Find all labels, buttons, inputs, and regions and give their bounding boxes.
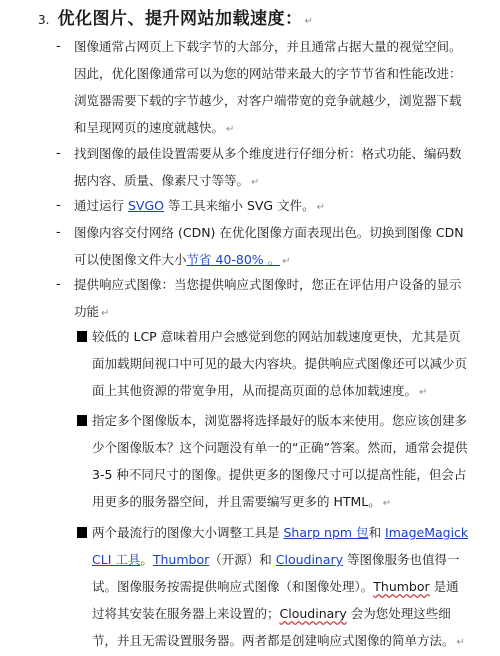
text-span: （开源）和: [209, 552, 276, 567]
text-line: 图像通常占网页上下载字节的大部分，并且通常占据大量的视觉空间。: [74, 39, 462, 54]
dash-marker: -: [56, 225, 61, 240]
paragraph-mark-icon: ↵: [456, 637, 465, 648]
text-span: 是通: [429, 579, 459, 594]
text-line: 因此，优化图像通常可以为您的网站带来最大的字节节省和性能改进：: [74, 66, 462, 81]
text-line: 指定多个图像版本，浏览器将选择最好的版本来使用。您应该创建多: [92, 413, 468, 428]
square-bullet-icon: [77, 527, 87, 538]
text-span: 两个最流行的图像大小调整工具是: [92, 525, 284, 540]
text-line: 面加载期间视口中可见的最大内容块。提供响应式图像还可以减少页: [92, 356, 468, 371]
spellcheck-word: Thumbor: [373, 579, 430, 594]
sharp-npm-link[interactable]: Sharp npm 包: [283, 525, 369, 540]
text-line: 浏览器需要下载的字节越少，对客户端带宽的竞争就越少，浏览器下载: [74, 93, 462, 108]
text-span: 通过运行: [74, 198, 128, 213]
text-line: 较低的 LCP 意味着用户会感觉到您的网站加载速度更快，尤其是页: [92, 329, 461, 344]
svgo-link[interactable]: SVGO: [127, 198, 164, 213]
text-span: 和: [368, 525, 386, 540]
paragraph-mark-icon: ↵: [316, 202, 325, 213]
paragraph-mark-icon: ↵: [226, 124, 235, 135]
text-span: 过将其安装在服务器上来设置的；: [92, 606, 280, 621]
text-line: 3-5 种不同尺寸的图像。提供更多的图像尺寸可以提高性能，但会占: [92, 467, 467, 482]
paragraph-mark-icon: ↵: [101, 308, 110, 319]
text-span: 等图像服务也值得一: [343, 552, 460, 567]
text-span: 。: [140, 552, 153, 567]
text-line: 节，并且无需设置服务器。两者都是创建响应式图像的简单方法。: [92, 633, 455, 648]
text-line: 用更多的服务器空间，并且需要编写更多的 HTML。: [92, 494, 381, 509]
text-line: 提供响应式图像：当您提供响应式图像时，您正在评估用户设备的显示: [74, 277, 462, 292]
text-span: 试。图像服务按需提供响应式图像（和图像处理）。: [92, 579, 374, 594]
square-bullet-icon: [77, 415, 87, 426]
heading-number: 3.: [38, 13, 50, 27]
text-span: 等工具来缩小 SVG 文件。: [164, 198, 315, 213]
thumbor-link[interactable]: Thumbor: [152, 552, 210, 567]
dash-marker: -: [56, 198, 61, 213]
section-heading: [38, 4, 313, 29]
dash-marker: -: [56, 277, 61, 292]
paragraph-mark-icon: ↵: [251, 177, 260, 188]
paragraph-mark-icon: ↵: [419, 387, 428, 398]
text-span: 会为您处理这些细: [346, 606, 451, 621]
dash-marker: -: [56, 146, 61, 161]
square-bullet-icon: [77, 331, 87, 342]
cloudinary-link[interactable]: Cloudinary: [275, 552, 344, 567]
text-line: 面上其他资源的带宽争用，从而提高页面的总体加载速度。: [92, 383, 418, 398]
dash-marker: -: [56, 39, 61, 54]
paragraph-mark-icon: ↵: [304, 16, 313, 27]
imagemagick-link[interactable]: ImageMagick: [385, 525, 469, 540]
paragraph-mark-icon: ↵: [382, 498, 392, 509]
text-line: 找到图像的最佳设置需要从多个维度进行仔细分析：格式功能、编码数: [74, 146, 462, 161]
text-line: 少个图像版本？这个问题没有单一的“正确”答案。然而，通常会提供: [92, 440, 468, 455]
text-line: 据内容、质量、像素尺寸等等。: [74, 173, 250, 188]
spellcheck-word: Cloudinary: [279, 606, 347, 621]
text-line: 和呈现网页的速度就越快。: [74, 120, 225, 135]
paragraph-mark-icon: ↵: [282, 256, 291, 267]
text-line: 功能: [74, 304, 100, 319]
cli-tool-link[interactable]: CLI 工具: [92, 552, 141, 567]
heading-title: 优化图片、提升网站加载速度：: [57, 9, 303, 29]
text-line: 图像内容交付网络 (CDN) 在优化图像方面表现出色。切换到图像 CDN: [74, 225, 464, 240]
text-span: 可以使图像文件大小: [74, 252, 187, 267]
savings-link[interactable]: 节省 40-80% 。: [186, 252, 281, 267]
